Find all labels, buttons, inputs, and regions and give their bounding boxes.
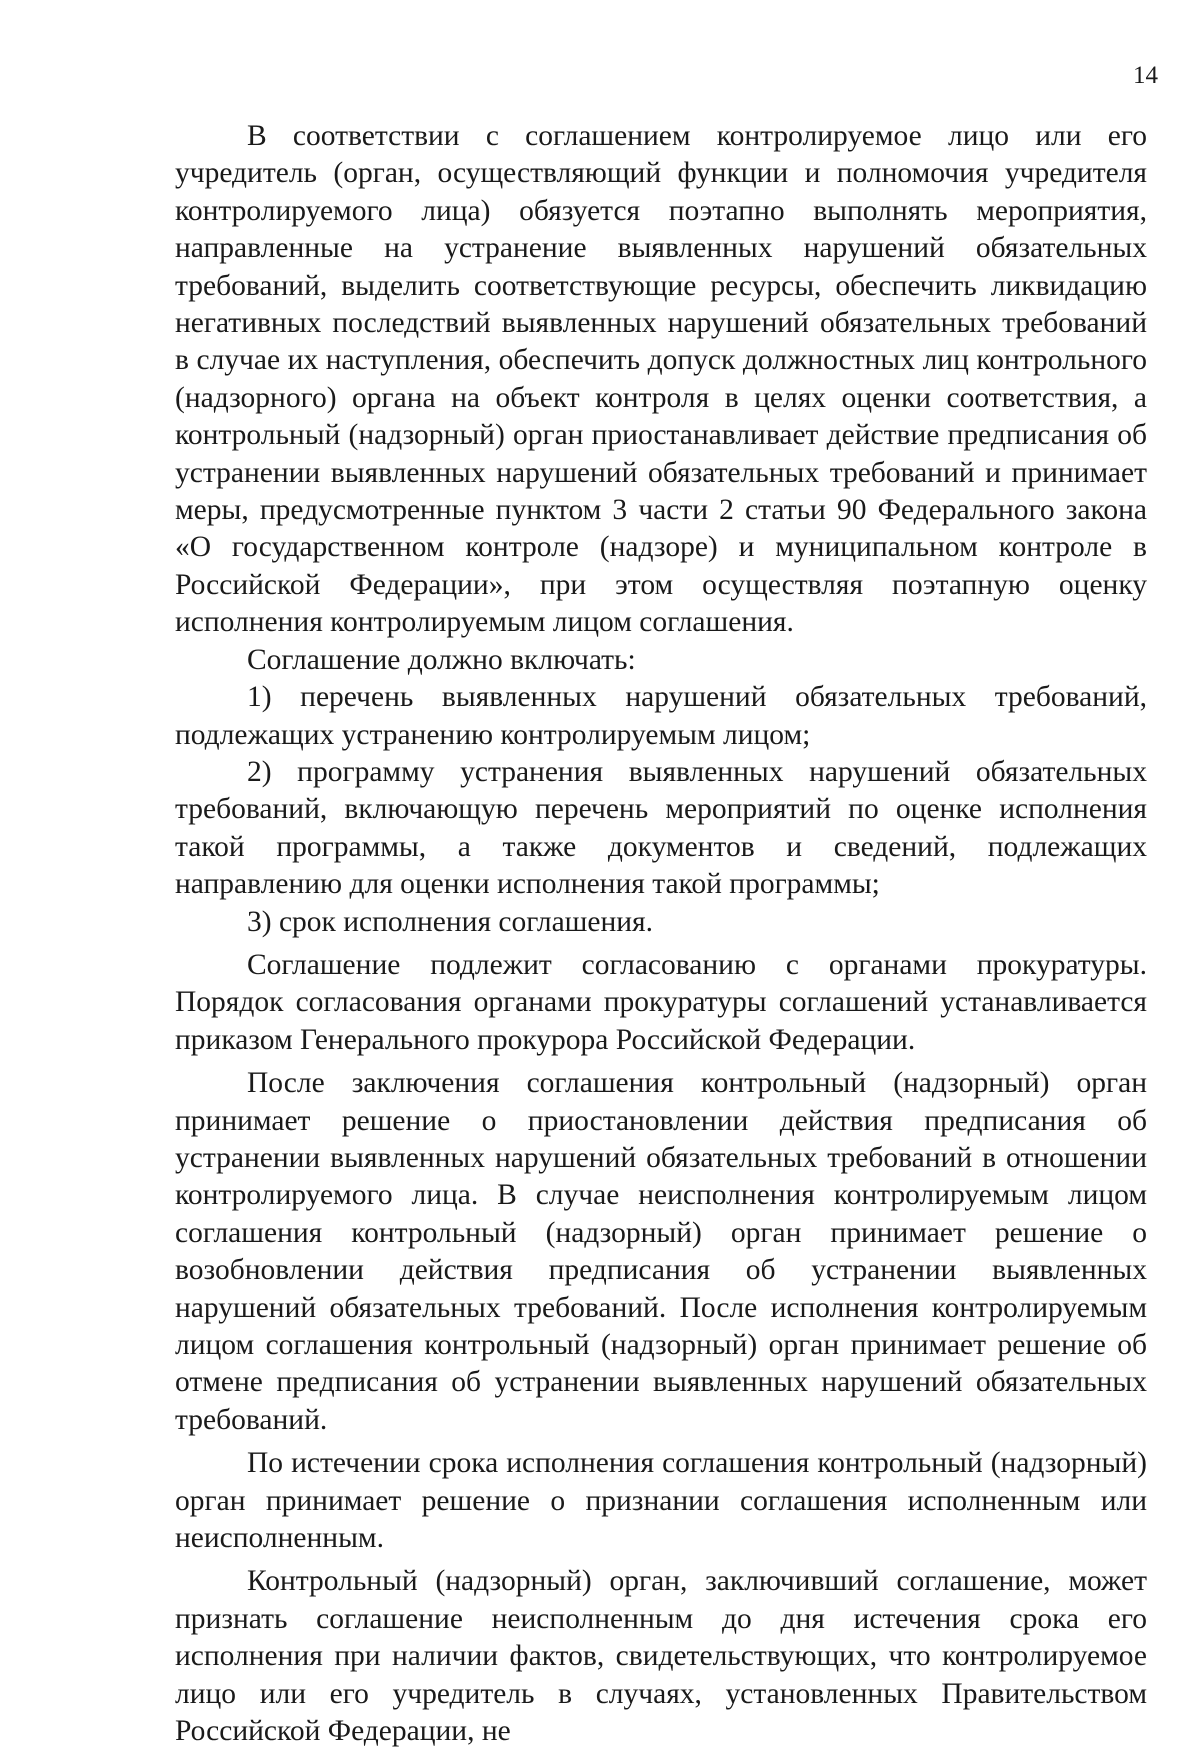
paragraph-term-expiry: По истечении срока исполнения соглашения контрольный (надзорный) орган принимает решение о признании соглашения исполненным или неисполненным. (175, 1447, 1147, 1555)
list-item-execution-term: 3) срок исполнения соглашения. (247, 905, 653, 938)
list-item-violations-list: 1) перечень выявленных нарушений обязательных требований, подлежащих устранению контролируемым лицом; (175, 681, 1147, 751)
page-number: 14 (1133, 62, 1158, 89)
paragraph-agreement-obligations: В соответствии с соглашением контролируемое лицо или его учредитель (орган, осуществляющий функции и полномочия учредителя контролируемого лица) обязуется поэтапно выполнять мероприятия, направленные на устранение выявленных нарушений обязательных требований, выделить соответствующие ресурсы, обеспечить ликвидацию негативных последствий выявленных нарушений обязательных требований в случае их наступления, обеспечить допуск должностных лиц контрольного (надзорного) органа на объект контроля в целях оценки соответствия, а контрольный (надзорный) орган приостанавливает действие предписания об устранении выявленных нарушений обязательных требований и принимает меры, предусмотренные пунктом 3 части 2 статьи 90 Федерального закона «О государственном контроле (надзоре) и муниципальном контроле в Российской Федерации», при этом осуществляя поэтапную оценку исполнения контролируемым лицом соглашения. (175, 120, 1147, 639)
paragraph-prosecutor-approval: Соглашение подлежит согласованию с органами прокуратуры. Порядок согласования органами прокуратуры соглашений устанавливается приказом Генерального прокурора Российской Федерации. (175, 948, 1147, 1056)
paragraph-suspension-decision: После заключения соглашения контрольный (надзорный) орган принимает решение о приостановлении действия предписания об устранении выявленных нарушений обязательных требований в отношении контролируемого лица. В случае неисполнения контролируемым лицом соглашения контрольный (надзорный) орган принимает решение о возобновлении действия предписания об устранении выявленных нарушений обязательных требований. После исполнения контролируемым лицом соглашения контрольный (надзорный) орган принимает решение об отмене предписания об устранении выявленных нарушений обязательных требований. (175, 1067, 1147, 1436)
paragraph-early-nonfulfillment: Контрольный (надзорный) орган, заключивший соглашение, может признать соглашение неисполненным до дня истечения срока его исполнения при наличии фактов, свидетельствующих, что контролируемое лицо или его учредитель в случаях, установленных Правительством Российской Федерации, не (175, 1565, 1147, 1748)
paragraph-agreement-contents-intro: Соглашение должно включать: (247, 643, 636, 676)
document-body (175, 118, 1147, 1750)
list-item-elimination-program: 2) программу устранения выявленных нарушений обязательных требований, включающую перечень мероприятий по оценке исполнения такой программы, а также документов и сведений, подлежащих направлению для оценки исполнения такой программы; (175, 755, 1147, 901)
